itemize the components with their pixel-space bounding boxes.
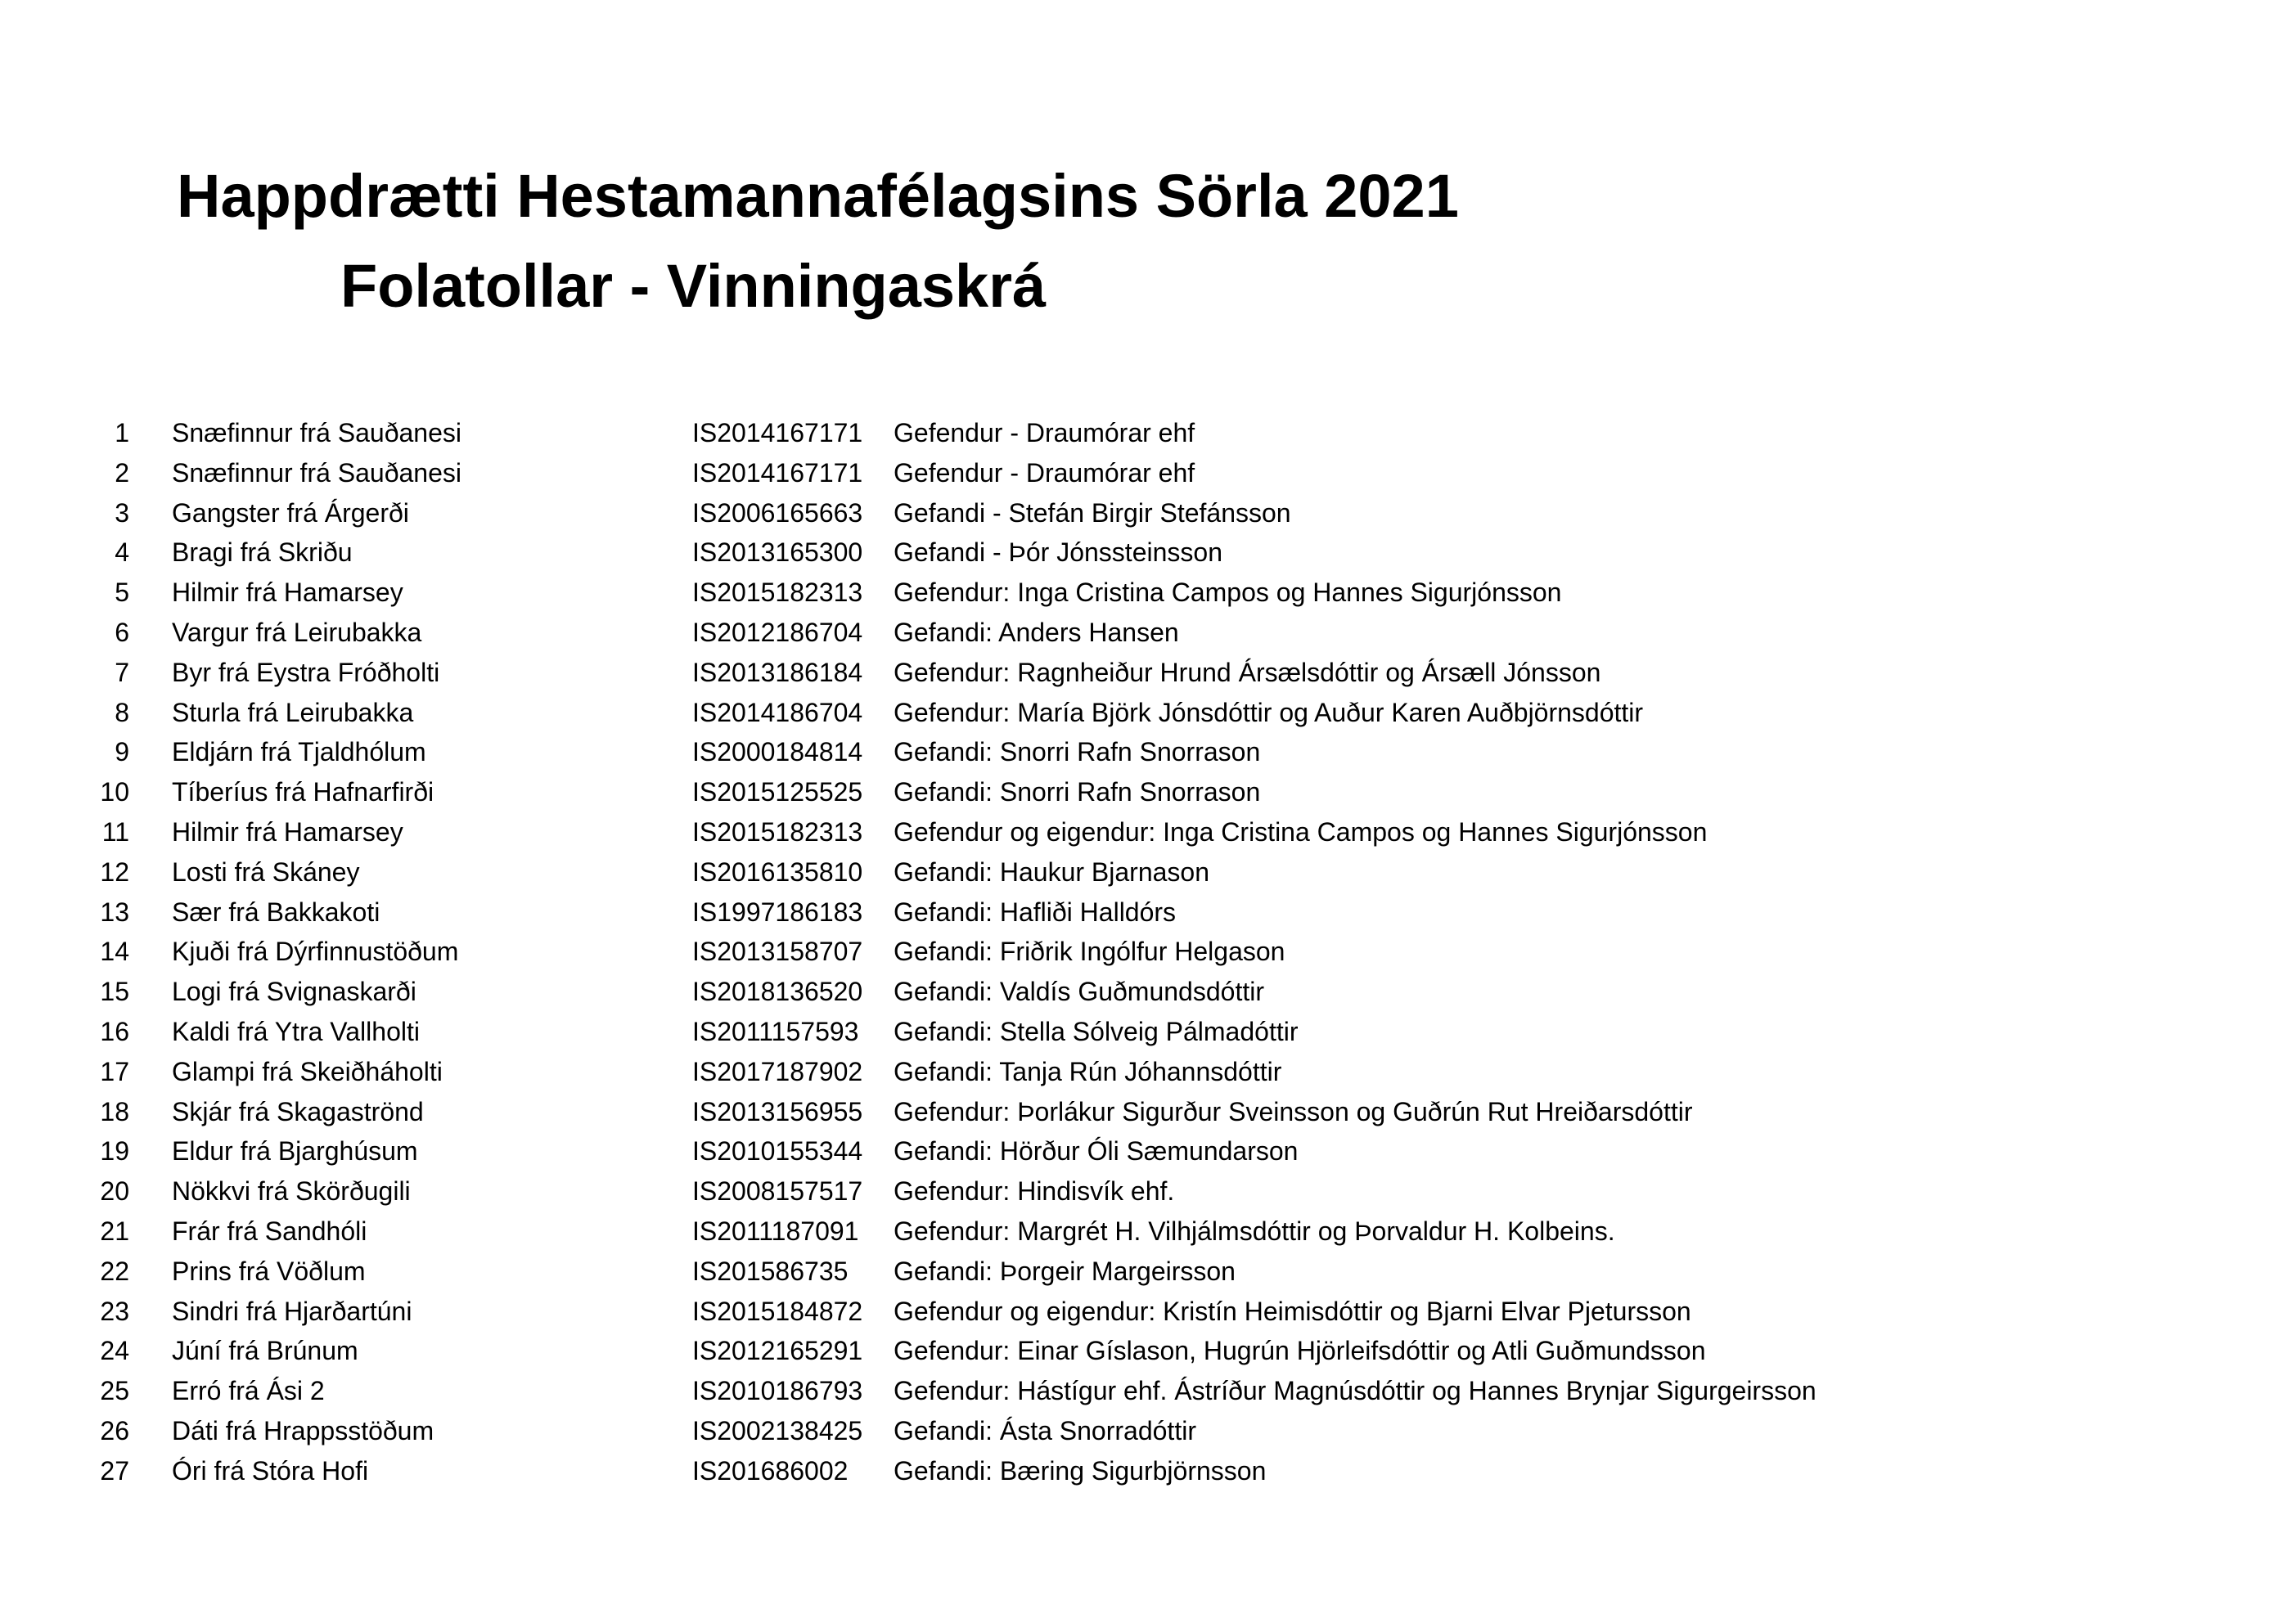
prize-number: 16 (100, 1016, 129, 1046)
donor-text: Gefendur: Margrét H. Vilhjálmsdóttir og Þorvaldur H. Kolbeins. (894, 1216, 1615, 1246)
donor-text: Gefandi: Friðrik Ingólfur Helgason (894, 937, 1285, 967)
registration-number: IS2011187091 (692, 1216, 859, 1246)
donor-text: Gefandi: Snorri Rafn Snorrason (894, 737, 1261, 767)
registration-number: IS201586735 (692, 1256, 849, 1286)
donor-text: Gefendur: Hástígur ehf. Ástríður Magnúsdóttir og Hannes Brynjar Sigurgeirsson (894, 1376, 1817, 1406)
registration-number: IS2010186793 (692, 1376, 863, 1406)
list-item (0, 972, 2296, 1012)
stallion-name: Bragi frá Skriðu (172, 537, 353, 568)
stallion-name: Sindri frá Hjarðartúni (172, 1296, 412, 1326)
prize-number: 3 (115, 497, 129, 528)
prize-number: 9 (115, 737, 129, 767)
list-item (0, 1371, 2296, 1411)
donor-text: Gefendur: María Björk Jónsdóttir og Auður Karen Auðbjörnsdóttir (894, 697, 1644, 727)
registration-number: IS2013165300 (692, 537, 863, 568)
list-item (0, 613, 2296, 653)
donor-text: Gefandi: Stella Sólveig Pálmadóttir (894, 1016, 1299, 1046)
stallion-name: Prins frá Vöðlum (172, 1256, 366, 1286)
list-item (0, 1451, 2296, 1491)
stallion-name: Nökkvi frá Skörðugili (172, 1176, 411, 1207)
list-item (0, 812, 2296, 852)
registration-number: IS2011157593 (692, 1016, 859, 1046)
stallion-name: Skjár frá Skagaströnd (172, 1096, 424, 1126)
stallion-name: Snæfinnur frá Sauðanesi (172, 457, 461, 488)
prize-number: 11 (101, 816, 129, 847)
donor-text: Gefendur: Inga Cristina Campos og Hannes Sigurjónsson (894, 578, 1562, 608)
list-item (0, 413, 2296, 453)
registration-number: IS1997186183 (692, 897, 863, 927)
stallion-name: Logi frá Svignaskarði (172, 977, 416, 1007)
list-item (0, 1252, 2296, 1292)
stallion-name: Byr frá Eystra Fróðholti (172, 657, 440, 687)
prize-list (0, 413, 2296, 1491)
list-item (0, 533, 2296, 573)
stallion-name: Frár frá Sandhóli (172, 1216, 367, 1246)
prize-number: 10 (100, 777, 129, 807)
list-item (0, 1212, 2296, 1252)
donor-text: Gefandi: Haukur Bjarnason (894, 856, 1209, 887)
donor-text: Gefandi: Tanja Rún Jóhannsdóttir (894, 1056, 1282, 1086)
donor-text: Gefendur og eigendur: Inga Cristina Campos og Hannes Sigurjónsson (894, 816, 1708, 847)
list-item (0, 1012, 2296, 1052)
stallion-name: Eldjárn frá Tjaldhólum (172, 737, 426, 767)
prize-number: 1 (115, 418, 129, 447)
donor-text: Gefandi - Stefán Birgir Stefánsson (894, 497, 1291, 528)
registration-number: IS2014186704 (692, 697, 863, 727)
stallion-name: Eldur frá Bjarghúsum (172, 1136, 418, 1167)
registration-number: IS2013156955 (692, 1096, 863, 1126)
registration-number: IS2006165663 (692, 497, 863, 528)
donor-text: Gefendur - Draumórar ehf (894, 457, 1195, 488)
prize-number: 12 (100, 856, 129, 887)
stallion-name: Vargur frá Leirubakka (172, 617, 422, 647)
prize-number: 25 (100, 1376, 129, 1406)
prize-number: 5 (115, 578, 129, 608)
document-title: Happdrætti Hestamannafélagsins Sörla 2021 (177, 162, 1459, 230)
prize-number: 7 (115, 657, 129, 687)
prize-number: 2 (115, 457, 129, 488)
prize-number: 18 (100, 1096, 129, 1126)
stallion-name: Kaldi frá Ytra Vallholti (172, 1016, 420, 1046)
stallion-name: Glampi frá Skeiðháholti (172, 1056, 443, 1086)
stallion-name: Snæfinnur frá Sauðanesi (172, 418, 461, 447)
prize-number: 8 (115, 697, 129, 727)
list-item (0, 493, 2296, 533)
prize-number: 26 (100, 1415, 129, 1445)
registration-number: IS201686002 (692, 1455, 849, 1486)
prize-number: 27 (100, 1455, 129, 1486)
registration-number: IS2012165291 (692, 1336, 863, 1366)
list-item (0, 1171, 2296, 1212)
list-item (0, 1292, 2296, 1332)
list-item (0, 573, 2296, 613)
document-subtitle: Folatollar - Vinningaskrá (340, 252, 1047, 320)
registration-number: IS2002138425 (692, 1415, 863, 1445)
registration-number: IS2017187902 (692, 1056, 863, 1086)
stallion-name: Erró frá Ási 2 (172, 1376, 325, 1406)
prize-number: 4 (115, 537, 129, 568)
registration-number: IS2018136520 (692, 977, 863, 1007)
list-item (0, 693, 2296, 733)
stallion-name: Hilmir frá Hamarsey (172, 816, 403, 847)
prize-number: 14 (100, 937, 129, 967)
donor-text: Gefandi: Ásta Snorradóttir (894, 1415, 1196, 1445)
list-item (0, 772, 2296, 812)
registration-number: IS2000184814 (692, 737, 863, 767)
registration-number: IS2015182313 (692, 816, 863, 847)
list-item (0, 453, 2296, 493)
list-item (0, 732, 2296, 772)
registration-number: IS2013186184 (692, 657, 863, 687)
donor-text: Gefandi: Valdís Guðmundsdóttir (894, 977, 1264, 1007)
donor-text: Gefendur: Ragnheiður Hrund Ársælsdóttir og Ársæll Jónsson (894, 657, 1601, 687)
stallion-name: Sær frá Bakkakoti (172, 897, 380, 927)
registration-number: IS2015184872 (692, 1296, 863, 1326)
prize-number: 20 (100, 1176, 129, 1207)
prize-number: 22 (100, 1256, 129, 1286)
registration-number: IS2008157517 (692, 1176, 863, 1207)
stallion-name: Dáti frá Hrappsstöðum (172, 1415, 434, 1445)
registration-number: IS2014167171 (692, 418, 863, 447)
list-item (0, 1092, 2296, 1132)
donor-text: Gefandi: Anders Hansen (894, 617, 1179, 647)
donor-text: Gefandi: Bæring Sigurbjörnsson (894, 1455, 1267, 1486)
donor-text: Gefendur: Hindisvík ehf. (894, 1176, 1175, 1207)
stallion-name: Óri frá Stóra Hofi (172, 1455, 369, 1486)
list-item (0, 653, 2296, 693)
donor-text: Gefendur - Draumórar ehf (894, 418, 1195, 447)
list-item (0, 852, 2296, 892)
prize-number: 17 (100, 1056, 129, 1086)
prize-number: 19 (100, 1136, 129, 1167)
registration-number: IS2015182313 (692, 578, 863, 608)
donor-text: Gefandi - Þór Jónssteinsson (894, 537, 1222, 568)
prize-number: 6 (115, 617, 129, 647)
list-item (0, 1052, 2296, 1092)
donor-text: Gefendur og eigendur: Kristín Heimisdóttir og Bjarni Elvar Pjetursson (894, 1296, 1691, 1326)
registration-number: IS2010155344 (692, 1136, 863, 1167)
stallion-name: Júní frá Brúnum (172, 1336, 358, 1366)
donor-text: Gefendur: Einar Gíslason, Hugrún Hjörleifsdóttir og Atli Guðmundsson (894, 1336, 1706, 1366)
prize-number: 21 (100, 1216, 129, 1246)
registration-number: IS2012186704 (692, 617, 863, 647)
stallion-name: Gangster frá Árgerði (172, 497, 409, 528)
stallion-name: Sturla frá Leirubakka (172, 697, 414, 727)
donor-text: Gefandi: Hörður Óli Sæmundarson (894, 1136, 1299, 1167)
stallion-name: Hilmir frá Hamarsey (172, 578, 403, 608)
list-item (0, 1131, 2296, 1171)
prize-number: 24 (100, 1336, 129, 1366)
list-item (0, 1331, 2296, 1371)
registration-number: IS2014167171 (692, 457, 863, 488)
prize-number: 15 (100, 977, 129, 1007)
stallion-name: Kjuði frá Dýrfinnustöðum (172, 937, 459, 967)
donor-text: Gefandi: Snorri Rafn Snorrason (894, 777, 1261, 807)
list-item (0, 1411, 2296, 1451)
registration-number: IS2016135810 (692, 856, 863, 887)
registration-number: IS2013158707 (692, 937, 863, 967)
donor-text: Gefandi: Þorgeir Margeirsson (894, 1256, 1236, 1286)
prize-number: 23 (100, 1296, 129, 1326)
stallion-name: Tíberíus frá Hafnarfirði (172, 777, 434, 807)
stallion-name: Losti frá Skáney (172, 856, 360, 887)
list-item (0, 932, 2296, 972)
donor-text: Gefandi: Hafliði Halldórs (894, 897, 1177, 927)
donor-text: Gefendur: Þorlákur Sigurður Sveinsson og Guðrún Rut Hreiðarsdóttir (894, 1096, 1693, 1126)
list-item (0, 892, 2296, 933)
prize-number: 13 (100, 897, 129, 927)
registration-number: IS2015125525 (692, 777, 863, 807)
